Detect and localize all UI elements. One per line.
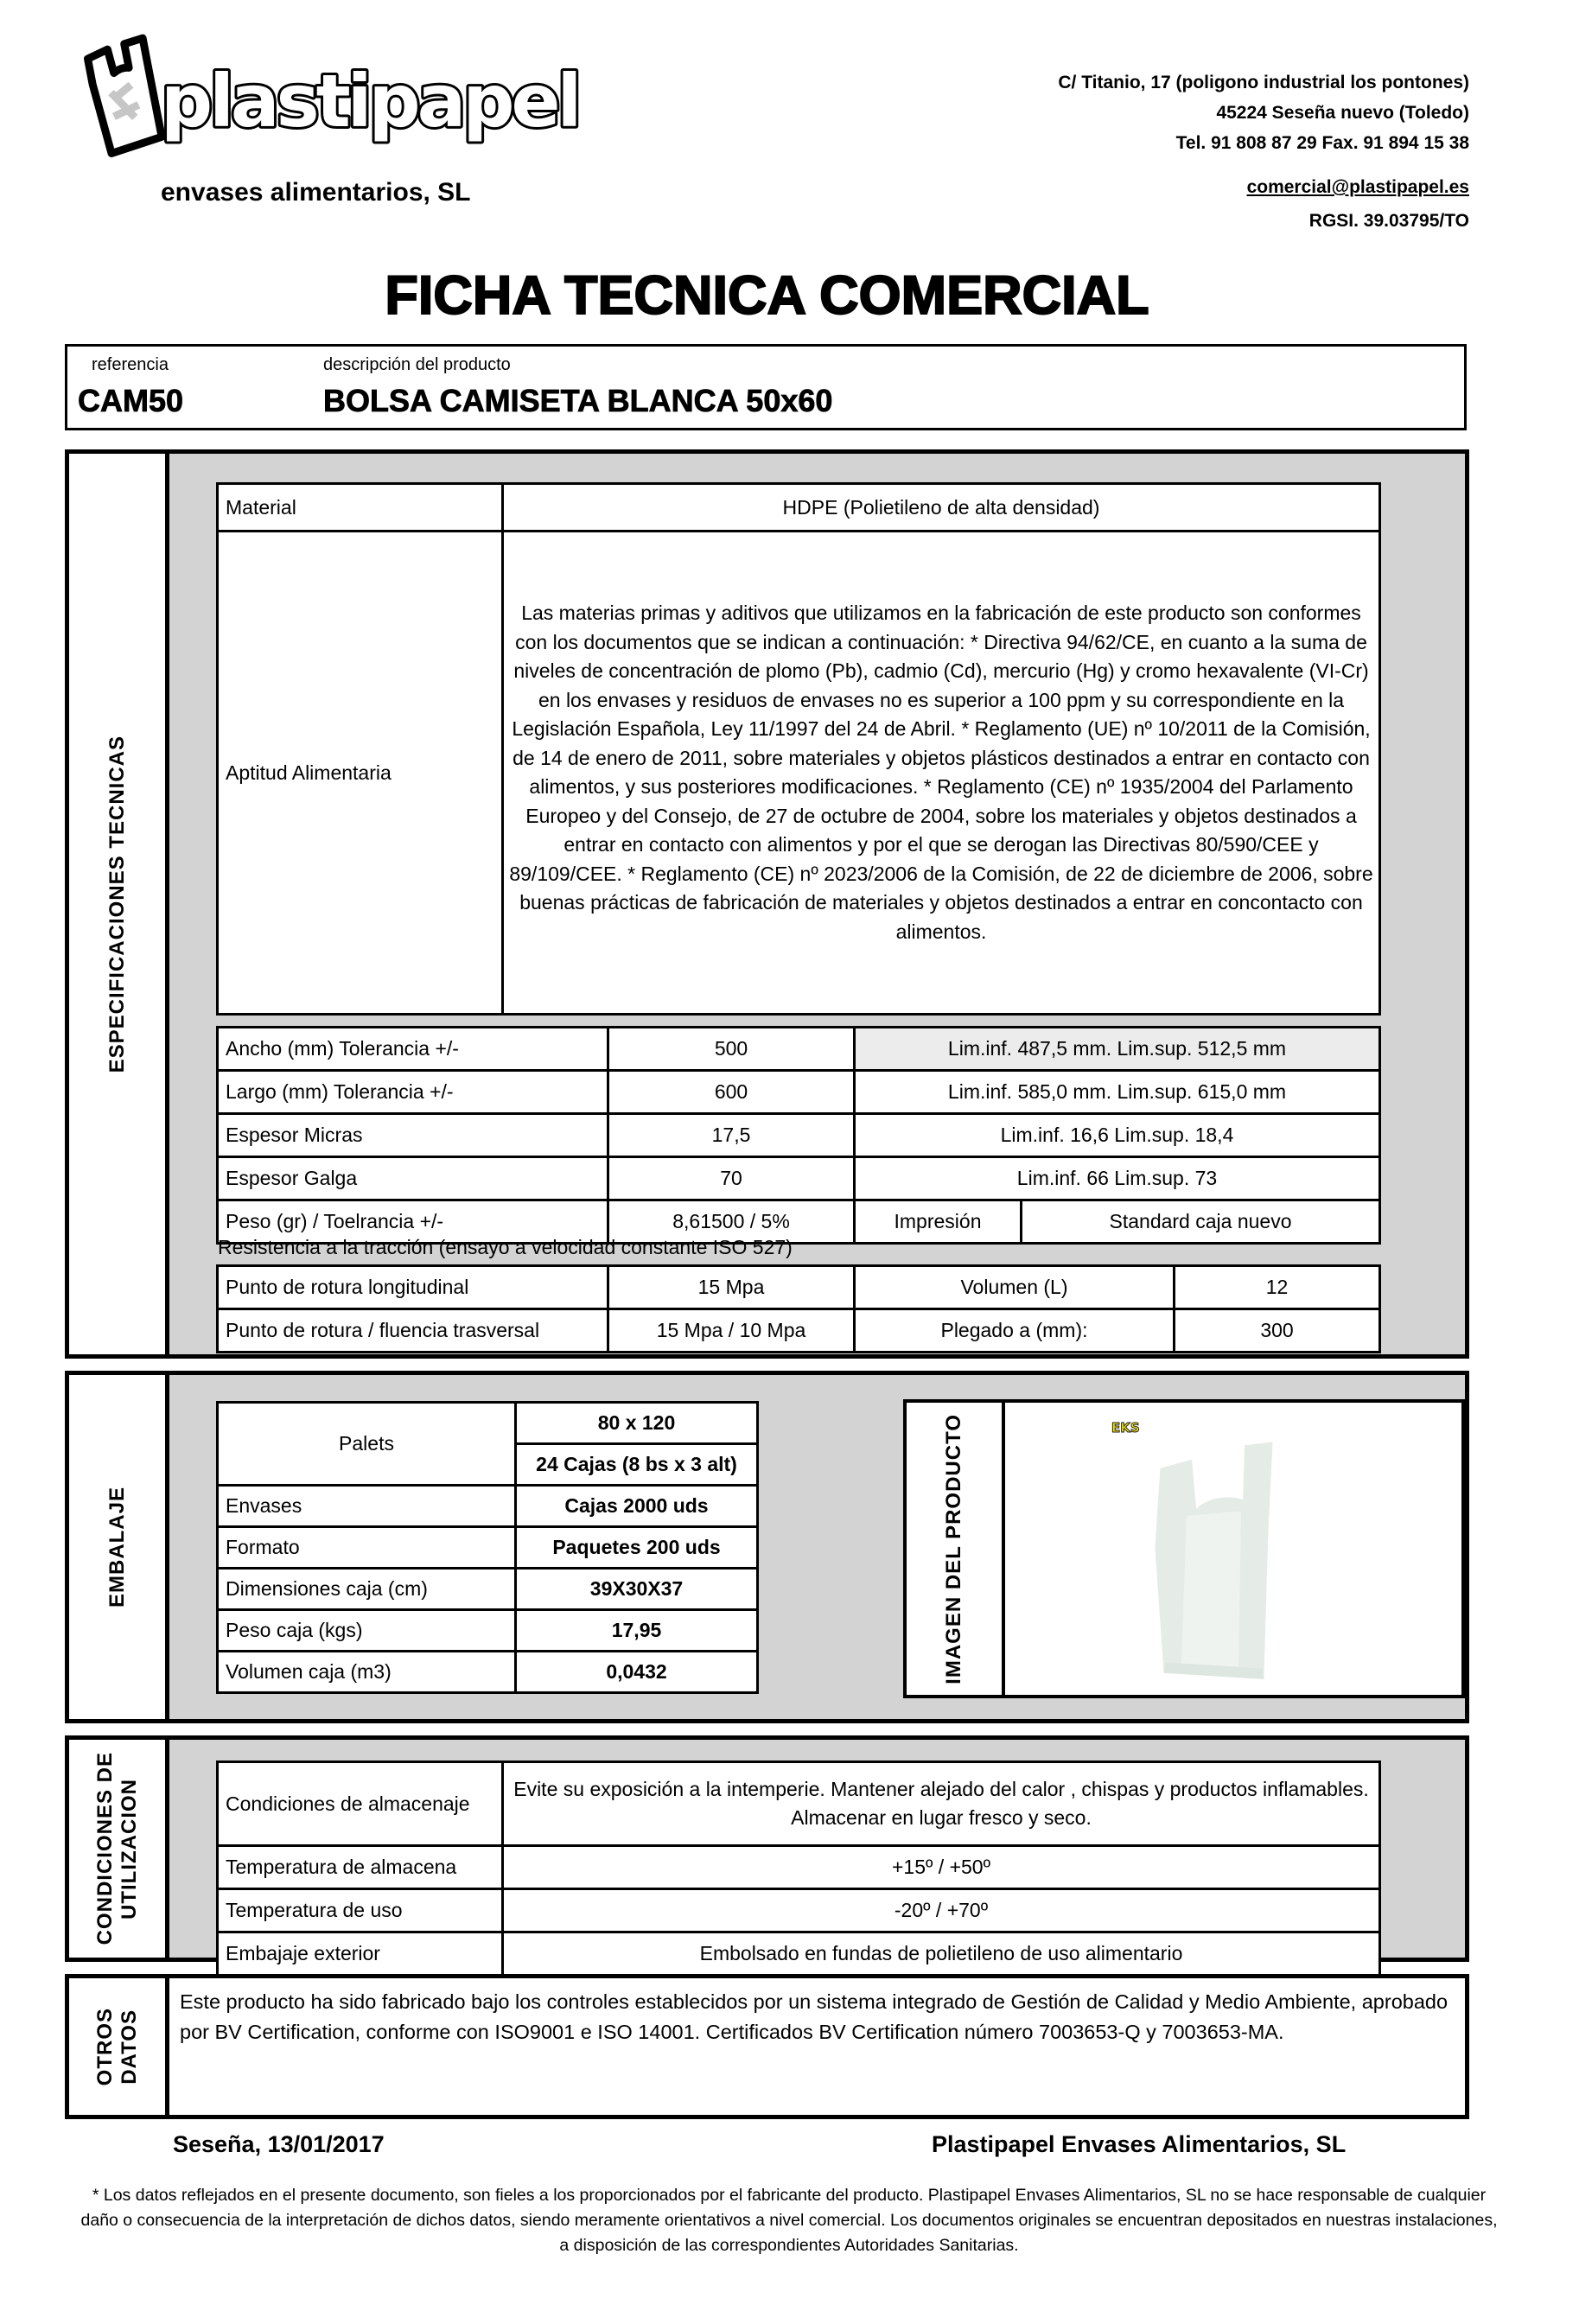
image-label-column: [907, 1403, 1005, 1695]
row-label: Volumen caja (m3): [218, 1652, 516, 1693]
impresion-value: Standard caja nuevo: [1022, 1200, 1380, 1244]
row-value-2: 12: [1175, 1266, 1380, 1309]
measurements-table: [216, 1026, 1381, 1245]
row-value: 600: [608, 1071, 855, 1114]
section-title-condiciones-2: UTILIZACION: [117, 1778, 141, 1920]
address-line-1: C/ Titanio, 17 (poligono industrial los pontones): [1058, 73, 1469, 92]
table-row: [218, 1652, 758, 1693]
section-especificaciones: [65, 449, 1469, 1359]
row-limits: Lim.inf. 16,6 Lim.sup. 18,4: [855, 1114, 1380, 1157]
table-row: [218, 1569, 758, 1610]
table-row: [218, 1114, 1380, 1157]
section-title-especificaciones: ESPECIFICACIONES TECNICAS: [105, 735, 129, 1073]
row-label: Peso caja (kgs): [218, 1610, 516, 1652]
row-label: Envases: [218, 1486, 516, 1527]
table-row: [218, 1932, 1380, 1976]
section-condiciones: [65, 1735, 1469, 1962]
table-row: [218, 1266, 1380, 1309]
row-value-2: 300: [1175, 1309, 1380, 1353]
row-value: 15 Mpa / 10 Mpa: [608, 1309, 855, 1353]
row-label: Temperatura de almacena: [218, 1846, 503, 1889]
rotura-table: [216, 1264, 1381, 1353]
material-table: [216, 482, 1381, 1016]
especificaciones-content: [169, 454, 1465, 1354]
row-value: 0,0432: [516, 1652, 758, 1693]
rgsi-number: RGSI. 39.03795/TO: [1308, 211, 1469, 231]
row-value: 39X30X37: [516, 1569, 758, 1610]
row-limits: Lim.inf. 66 Lim.sup. 73: [855, 1157, 1380, 1200]
table-row: [218, 1403, 758, 1444]
table-row: [218, 1157, 1380, 1200]
palets-label: Palets: [218, 1403, 516, 1486]
product-description: BOLSA CAMISETA BLANCA 50x60: [323, 383, 833, 418]
section-title-imagen: IMAGEN DEL PRODUCTO: [942, 1413, 965, 1684]
row-label: Largo (mm) Tolerancia +/-: [218, 1071, 608, 1114]
section-title-condiciones-1: CONDICIONES DE: [92, 1752, 117, 1945]
row-value: Paquetes 200 uds: [516, 1527, 758, 1569]
section-label-column: [69, 1375, 169, 1719]
row-label: Formato: [218, 1527, 516, 1569]
email-link[interactable]: comercial@plastipapel.es: [1246, 177, 1469, 197]
aptitud-label: Aptitud Alimentaria: [218, 532, 503, 1015]
row-value: 8,61500 / 5%: [608, 1200, 855, 1244]
aptitud-text: Las materias primas y aditivos que utilizamos en la fabricación de este producto son conformes con los documentos que se indican a continuación: * Directiva 94/62/CE, en cuanto a la suma de niveles de concentración de plomo (Pb), cadmio (Cd), mercurio (Hg) y cromo hexavalente (VI-Cr) en los envases y residuos de envases no es superior a 100 ppm y su correspondiente en la Legislación Española, Ley 11/1997 del 24 de Abril. * Reglamento (UE) nº 10/2011 de la Comisión, de 14 de enero de 2011, sobre materiales y objetos plásticos destinados a entrar en contacto con alimentos, y sus posteriores modificaciones. * Reglamento (CE) nº 1935/2004 del Parlamento Europeo y del Consejo, de 27 de octubre de 2004, sobre los materiales y objetos destinados a entrar en contacto con alimentos y por el que se derogan las Directivas 80/590/CEE y 89/109/CEE. * Reglamento (CE) nº 2023/2006 de la Comisión, de 22 de diciembre de 2006, sobre buenas prácticas de fabricación de materiales y objetos destinados a entrar en concontacto con alimentos.: [503, 532, 1380, 1015]
table-row: [218, 1028, 1380, 1071]
bag-logo-icon: [86, 37, 163, 155]
plastipapel-logo-art: [59, 29, 612, 176]
condiciones-content: [169, 1740, 1465, 1964]
embalaje-content: [169, 1375, 1465, 1719]
row-value: 17,5: [608, 1114, 855, 1157]
row-value: 15 Mpa: [608, 1266, 855, 1309]
section-label-column: [69, 1740, 169, 1958]
row-label: Ancho (mm) Tolerancia +/-: [218, 1028, 608, 1071]
section-label-column: [69, 454, 169, 1354]
reference-label: referencia: [92, 355, 169, 374]
logo-wordmark: plastipapel: [161, 59, 579, 143]
section-otros-datos: [65, 1974, 1469, 2119]
material-value: HDPE (Polietileno de alta densidad): [503, 484, 1380, 532]
description-label: descripción del producto: [323, 355, 511, 374]
row-value: +15º / +50º: [503, 1846, 1380, 1889]
table-row: [218, 1846, 1380, 1889]
plastic-bag-image: [1105, 1424, 1325, 1688]
page-title: FICHA TECNICA COMERCIAL: [385, 265, 1149, 326]
row-limits: Lim.inf. 487,5 mm. Lim.sup. 512,5 mm: [855, 1028, 1380, 1071]
contact-block: [1058, 67, 1469, 236]
table-row: [218, 1486, 758, 1527]
material-label: Material: [218, 484, 503, 532]
row-value: -20º / +70º: [503, 1889, 1380, 1932]
table-row: [218, 1527, 758, 1569]
row-label: Punto de rotura longitudinal: [218, 1266, 608, 1309]
product-photo-area: [1005, 1403, 1461, 1695]
logo-subtitle: envases alimentarios, SL: [161, 178, 471, 207]
resistencia-note: Resistencia a la tracción (ensayo a velocidad constante ISO 527): [218, 1236, 793, 1258]
section-title-otros-1: OTROS: [92, 2007, 117, 2086]
table-row: [218, 1071, 1380, 1114]
company-signature: Plastipapel Envases Alimentarios, SL: [932, 2131, 1347, 2157]
palets-value-2: 24 Cajas (8 bs x 3 alt): [516, 1444, 758, 1486]
legal-disclaimer: * Los datos reflejados en el presente documento, son fieles a los proporcionados por el fabricante del producto. Plastipapel Envases Alimentarios, SL no se hace responsable de cualquier daño o consecuencia de la interpretación de dichos datos, siendo meramente orientativos a nivel comercial. Los documentos originales se encuentran depositados en nuestras instalaciones, a disposición de las correspondientes Autoridades Sanitarias.: [80, 2186, 1498, 2255]
row-value: 17,95: [516, 1610, 758, 1652]
table-row: [218, 484, 1380, 532]
row-label: Peso (gr) / Toelrancia +/-: [218, 1200, 608, 1244]
embalaje-table: [216, 1401, 759, 1694]
row-label: Espesor Micras: [218, 1114, 608, 1157]
address-line-2: 45224 Seseña nuevo (Toledo): [1216, 103, 1469, 123]
row-label: Temperatura de uso: [218, 1889, 503, 1932]
row-label: Condiciones de almacenaje: [218, 1762, 503, 1846]
row-value: 500: [608, 1028, 855, 1071]
table-row: [218, 1309, 1380, 1353]
table-row: [218, 1889, 1380, 1932]
row-label: Espesor Galga: [218, 1157, 608, 1200]
row-value: 70: [608, 1157, 855, 1200]
condiciones-table: [216, 1761, 1381, 1977]
row-value: Cajas 2000 uds: [516, 1486, 758, 1527]
table-row: [218, 1762, 1380, 1846]
table-row: [218, 1610, 758, 1652]
reference-box: [65, 344, 1467, 430]
svg-text:EKS: EKS: [1111, 1420, 1140, 1436]
row-limits: Lim.inf. 585,0 mm. Lim.sup. 615,0 mm: [855, 1071, 1380, 1114]
row-value: Evite su exposición a la intemperie. Mantener alejado del calor , chispas y productos inflamables. Almacenar en lugar fresco y seco.: [503, 1762, 1380, 1846]
row-label-2: Volumen (L): [855, 1266, 1175, 1309]
company-logo: [59, 29, 612, 211]
phone-fax-line: Tel. 91 808 87 29 Fax. 91 894 15 38: [1175, 133, 1469, 153]
section-title-embalaje: EMBALAJE: [105, 1486, 129, 1608]
reference-value: CAM50: [78, 383, 184, 418]
impresion-label: Impresión: [855, 1200, 1022, 1244]
row-label: Punto de rotura / fluencia trasversal: [218, 1309, 608, 1353]
otros-content: [169, 1978, 1465, 2115]
section-label-column: [69, 1978, 169, 2115]
row-label: Embajaje exterior: [218, 1932, 503, 1976]
palets-value-1: 80 x 120: [516, 1403, 758, 1444]
row-label: Dimensiones caja (cm): [218, 1569, 516, 1610]
row-label-2: Plegado a (mm):: [855, 1309, 1175, 1353]
row-value: Embolsado en fundas de polietileno de uso alimentario: [503, 1932, 1380, 1976]
product-image-box: [903, 1399, 1465, 1698]
section-embalaje: [65, 1371, 1469, 1723]
otros-datos-text: Este producto ha sido fabricado bajo los controles establecidos por un sistema integrado de Gestión de Calidad y Medio Ambiente, aprobado por BV Certification, conforme con ISO9001 e ISO 14001. Certificados BV Certification número 7003653-Q y 7003653-MA.: [180, 1990, 1448, 2043]
table-row: [218, 532, 1380, 1015]
section-title-otros-2: DATOS: [117, 2009, 141, 2085]
place-and-date: Seseña, 13/01/2017: [173, 2131, 385, 2157]
